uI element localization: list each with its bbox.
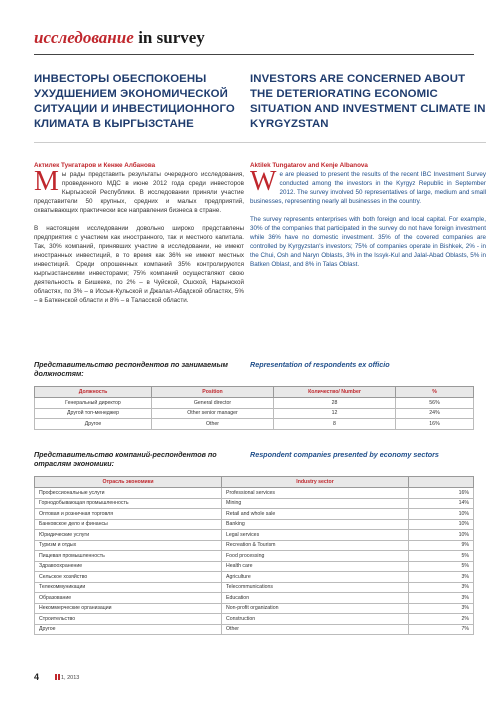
table-cell: Генеральный директор	[35, 398, 152, 409]
body-ru	[34, 166, 244, 314]
table2-header-row	[35, 477, 474, 488]
paragraph-ru-1	[34, 166, 244, 215]
table1-header-cell: %	[396, 387, 474, 398]
table-cell: Health care	[222, 561, 409, 572]
issue-label	[55, 674, 79, 681]
table-cell: Другой топ-менеджер	[35, 408, 152, 419]
table-cell: 5%	[409, 561, 474, 572]
table-cell: 2%	[409, 614, 474, 625]
section-title-en: in survey	[138, 28, 205, 47]
table-cell: Юридические услуги	[35, 530, 222, 541]
table-row	[35, 408, 474, 419]
section-header	[34, 28, 205, 48]
table-cell: Здравоохранение	[35, 561, 222, 572]
table-row	[35, 582, 474, 593]
table-cell: 7%	[409, 624, 474, 635]
table-cell: Туризм и отдых	[35, 540, 222, 551]
paragraph-en-1	[250, 166, 486, 206]
table-cell: 14%	[409, 498, 474, 509]
table-cell: Non-profit organization	[222, 603, 409, 614]
table-cell: 3%	[409, 593, 474, 604]
header-divider	[34, 54, 474, 55]
table-cell: Telecommunications	[222, 582, 409, 593]
table2-header-cell: Отрасль экономики	[35, 477, 222, 488]
table-cell: Телекоммуникации	[35, 582, 222, 593]
table-cell: Construction	[222, 614, 409, 625]
table-cell: Mining	[222, 498, 409, 509]
table1-caption-ru: Представительство респондентов по занимаемым должностям:	[34, 360, 228, 378]
table1-caption-en: Representation of respondents ex officio	[250, 360, 390, 369]
table2-caption-en: Respondent companies presented by economy sectors	[250, 450, 439, 459]
table-cell: 24%	[396, 408, 474, 419]
table-cell: Оптовая и розничная торговля	[35, 509, 222, 520]
paragraph-en-2: The survey represents enterprises with both foreign and local capital. For example, 30% of the companies that participated in the survey do not have foreign investment while 36% have no domestic investment. 35% of the covered companies are controlled by Kyrgyzstan's investors; 75% of companies operate in Bishkek, 2% - in the Chui, Osh and Naryn Oblasts, 3% in the Issyk-Kul and Jalal-Abad Oblasts, 5% in Batken Oblast, and 8% in Talas Oblast.	[250, 216, 486, 268]
issue-marker-icon	[55, 674, 57, 680]
table1-header-cell: Position	[152, 387, 274, 398]
table-cell: Строительство	[35, 614, 222, 625]
table-cell: Agriculture	[222, 572, 409, 583]
table-cell: 16%	[409, 488, 474, 499]
table-row	[35, 593, 474, 604]
table-row	[35, 572, 474, 583]
table-row	[35, 624, 474, 635]
body-en	[250, 166, 486, 278]
authors-divider	[34, 142, 486, 143]
table1-header-cell: Должность	[35, 387, 152, 398]
page-number: 4	[34, 672, 40, 682]
table2-header-cell	[409, 477, 474, 488]
positions-table	[34, 386, 474, 430]
table-row	[35, 551, 474, 562]
table-cell: 12	[274, 408, 396, 419]
table-cell: Other	[222, 624, 409, 635]
table-cell: Горнодобывающая промышленность	[35, 498, 222, 509]
table-cell: 10%	[409, 509, 474, 520]
table-cell: Recreation & Tourism	[222, 540, 409, 551]
authors-ru: Актилек Тунгатаров и Кенже Албанова	[34, 162, 156, 169]
issue-marker-icon	[58, 674, 60, 680]
table-cell: Banking	[222, 519, 409, 530]
sectors-table	[34, 476, 474, 635]
table-cell: 8	[274, 419, 396, 430]
table-row	[35, 603, 474, 614]
table-row	[35, 498, 474, 509]
table-cell: 5%	[409, 551, 474, 562]
table-cell: Некоммерческие организации	[35, 603, 222, 614]
table-cell: Другое	[35, 624, 222, 635]
table-cell: 16%	[396, 419, 474, 430]
table-row	[35, 488, 474, 499]
table-cell: Food processing	[222, 551, 409, 562]
dropcap-en: W	[250, 166, 277, 197]
section-title-ru: исследование	[34, 28, 134, 47]
table-row	[35, 519, 474, 530]
table-row	[35, 614, 474, 625]
table-row	[35, 398, 474, 409]
paragraph-ru-2: В настоящем исследовании довольно широко представлены предприятия с участием как иностранного, так и местного капитала. Так, 30% компаний, принявших участие в исследовании, не имеют иностранных инвестиций, в то время как 36% не имеют местных инвестиций. Среди опрошенных компаний 35% контролируются кыргызстанскими инвесторами; 75% компаний осуществляют свою деятельность в Бишкеке, по 2% – в Чуйской, Ошской, Нарынской областях, по 3% – в Иссык-Кульской и Джалал-Абадской областях, 5% – в Баткенской области и 8% – в Таласской области.	[34, 225, 244, 304]
table-cell: Legal services	[222, 530, 409, 541]
table-cell: Retail and whole sale	[222, 509, 409, 520]
table-cell: Professional services	[222, 488, 409, 499]
table-cell: Other	[152, 419, 274, 430]
table-cell: 3%	[409, 582, 474, 593]
table-cell: 3%	[409, 572, 474, 583]
authors-en: Aktilek Tungatarov and Kenje Albanova	[250, 162, 368, 169]
table-row	[35, 509, 474, 520]
table-cell: 10%	[409, 519, 474, 530]
paragraph-ru-1-text: ы рады представить результаты очередного исследования, проведенного МДС в июне 2012 года среди инвесторов Кыргызской Республики. В исследовании приняли участие представители 50 крупных, средних и малых предприятий, охватывающих практически все направления бизнеса в стране.	[34, 171, 244, 214]
table-cell: 56%	[396, 398, 474, 409]
article-title-en: INVESTORS ARE CONCERNED ABOUT THE DETERIORATING ECONOMIC SITUATION AND INVESTMENT CLIMATE IN KYRGYZSTAN	[250, 73, 486, 130]
table-row	[35, 419, 474, 430]
table2-header-cell: Industry sector	[222, 477, 409, 488]
table-cell: 10%	[409, 530, 474, 541]
table-cell: Education	[222, 593, 409, 604]
article-title-ru: ИНВЕСТОРЫ ОБЕСПОКОЕНЫ УХУДШЕНИЕМ ЭКОНОМИЧЕСКОЙ СИТУАЦИИ И ИНВЕСТИЦИОННОГО КЛИМАТА В КЫРГЫЗСТАНЕ	[34, 73, 235, 130]
russian-column	[34, 72, 244, 132]
issue-text: 1, 2013	[61, 675, 80, 681]
english-column	[250, 72, 486, 132]
table-row	[35, 530, 474, 541]
table-cell: Other senior manager	[152, 408, 274, 419]
paragraph-en-1-text: e are pleased to present the results of the recent IBC Investment Survey conducted among the investors in the Kyrgyz Republic in September 2012. The survey involved 50 representatives of large, medium and small businesses, representing nearly all businesses in the country.	[250, 171, 486, 205]
table-cell: Сельское хозяйство	[35, 572, 222, 583]
table-row	[35, 561, 474, 572]
table-cell: 9%	[409, 540, 474, 551]
dropcap-ru: М	[34, 166, 59, 197]
table2-caption-ru: Представительство компаний-респондентов по отраслям экономики:	[34, 450, 217, 468]
table1-header-cell: Количество/ Number	[274, 387, 396, 398]
table-cell: Другое	[35, 419, 152, 430]
table-cell: Банковское дело и финансы	[35, 519, 222, 530]
table-cell: General director	[152, 398, 274, 409]
table-cell: Образование	[35, 593, 222, 604]
table-cell: 28	[274, 398, 396, 409]
table1-header-row	[35, 387, 474, 398]
table-row	[35, 540, 474, 551]
table-cell: Профессиональные услуги	[35, 488, 222, 499]
table-cell: Пищевая промышленность	[35, 551, 222, 562]
table-cell: 3%	[409, 603, 474, 614]
